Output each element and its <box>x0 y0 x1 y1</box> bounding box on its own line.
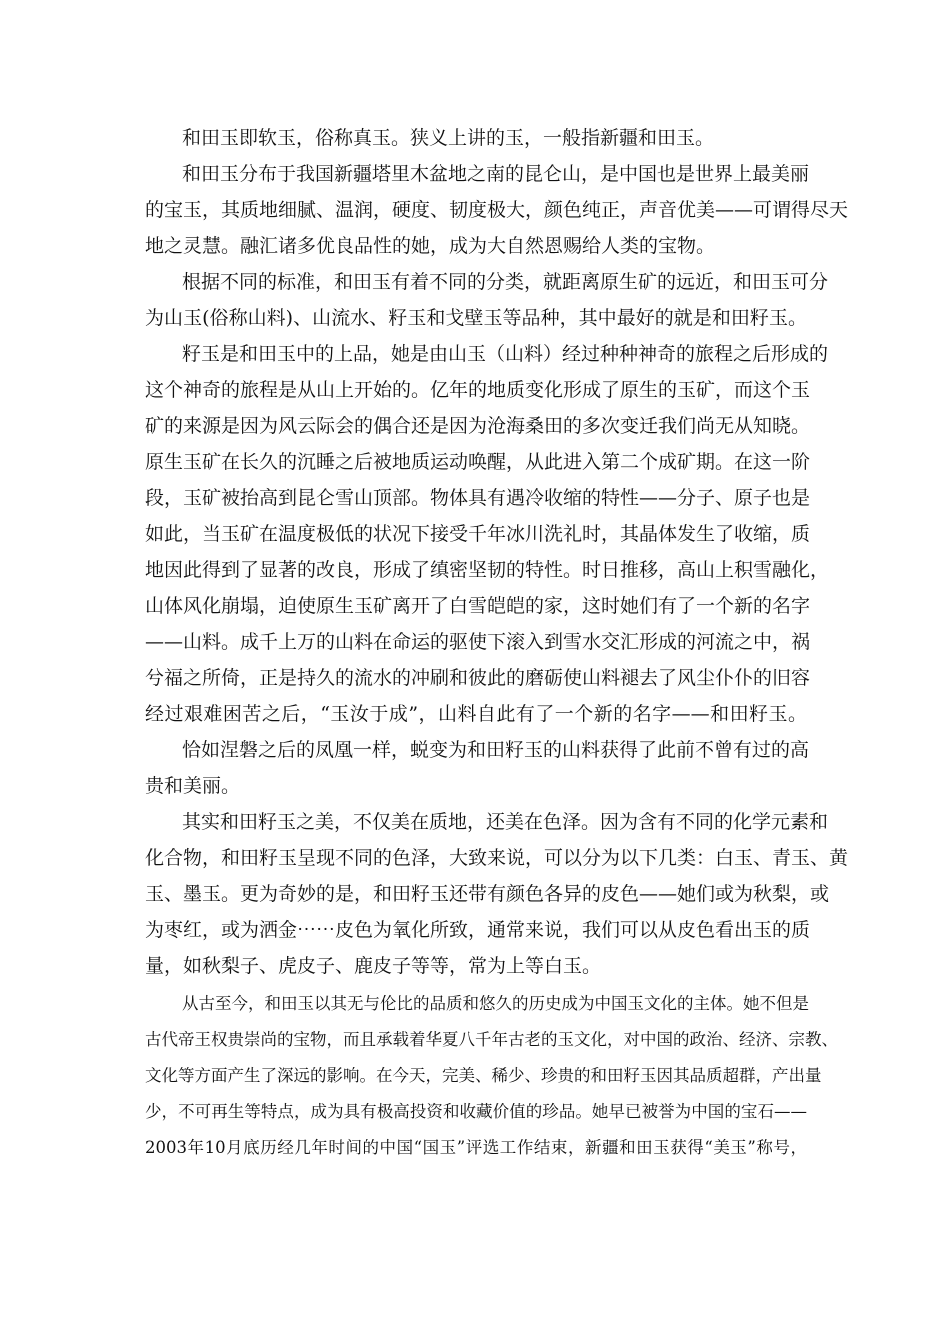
text-line: 地因此得到了显著的改良，形成了缜密坚韧的特性。时日推移，高山上积雪融化， <box>145 559 830 581</box>
text-line: 少，不可再生等特点，成为具有极高投资和收藏价值的珍品。她早已被誉为中国的宝石—— <box>145 1102 807 1121</box>
text-line: 其实和田籽玉之美，不仅美在质地，还美在色泽。因为含有不同的化学元素和 <box>182 811 829 833</box>
text-line: 从古至今，和田玉以其无与伦比的品质和悠久的历史成为中国玉文化的主体。她不但是 <box>182 994 809 1013</box>
text-line: 为枣红，或为洒金⋯⋯皮色为氧化所致，通常来说，我们可以从皮色看出玉的质 <box>145 919 811 941</box>
text-line: 和田玉分布于我国新疆塔里木盆地之南的昆仑山，是中国也是世界上最美丽 <box>182 163 810 185</box>
text-line: 古代帝王权贵崇尚的宝物，而且承载着华夏八千年古老的玉文化，对中国的政治、经济、宗教、 <box>145 1030 838 1049</box>
text-line: 兮福之所倚，正是持久的流水的冲刷和彼此的磨砺使山料褪去了风尘仆仆的旧容 <box>145 667 811 689</box>
text-line: 根据不同的标准，和田玉有着不同的分类，就距离原生矿的远近，和田玉可分 <box>182 271 829 293</box>
text-line: 经过艰难困苦之后，“玉汝于成”，山料自此有了一个新的名字——和田籽玉。 <box>145 703 807 725</box>
text-line: ——山料。成千上万的山料在命运的驱使下滚入到雪水交汇形成的河流之中，祸 <box>145 631 811 653</box>
text-line: 玉、墨玉。更为奇妙的是，和田籽玉还带有颜色各异的皮色——她们或为秋梨，或 <box>145 883 830 905</box>
text-line: 为山玉(俗称山料)、山流水、籽玉和戈壁玉等品种，其中最好的就是和田籽玉。 <box>145 307 807 329</box>
text-line: 化合物，和田籽玉呈现不同的色泽，大致来说，可以分为以下几类：白玉、青玉、黄 <box>145 847 849 869</box>
text-line: 的宝玉，其质地细腻、温润，硬度、韧度极大，颜色纯正，声音优美——可谓得尽天 <box>145 199 849 221</box>
text-line: 如此，当玉矿在温度极低的状况下接受千年冰川洗礼时，其晶体发生了收缩，质 <box>145 523 811 545</box>
text-line: 原生玉矿在长久的沉睡之后被地质运动唤醒，从此进入第二个成矿期。在这一阶 <box>145 451 811 473</box>
text-line: 籽玉是和田玉中的上品，她是由山玉（山料）经过种种神奇的旅程之后形成的 <box>182 343 829 365</box>
text-line: 段，玉矿被抬高到昆仑雪山顶部。物体具有遇冷收缩的特性——分子、原子也是 <box>145 487 811 509</box>
text-line: 2003年10月底历经几年时间的中国“国玉”评选工作结束，新疆和田玉获得“美玉”称号， <box>145 1138 807 1157</box>
text-line: 量，如秋梨子、虎皮子、鹿皮子等等，常为上等白玉。 <box>145 955 602 977</box>
text-line: 文化等方面产生了深远的影响。在今天，完美、稀少、珍贵的和田籽玉因其品质超群，产出量 <box>145 1066 822 1085</box>
text-line: 恰如涅磐之后的凤凰一样，蜕变为和田籽玉的山料获得了此前不曾有过的高 <box>182 739 810 761</box>
text-line: 和田玉即软玉，俗称真玉。狭义上讲的玉，一般指新疆和田玉。 <box>182 127 715 149</box>
text-line: 这个神奇的旅程是从山上开始的。亿年的地质变化形成了原生的玉矿，而这个玉 <box>145 379 811 401</box>
text-line: 山体风化崩塌，迫使原生玉矿离开了白雪皑皑的家，这时她们有了一个新的名字 <box>145 595 811 617</box>
text-line: 地之灵慧。融汇诸多优良品性的她，成为大自然恩赐给人类的宝物。 <box>145 235 716 257</box>
text-line: 矿的来源是因为风云际会的偶合还是因为沧海桑田的多次变迁我们尚无从知晓。 <box>145 415 811 437</box>
text-line: 贵和美丽。 <box>145 775 241 797</box>
